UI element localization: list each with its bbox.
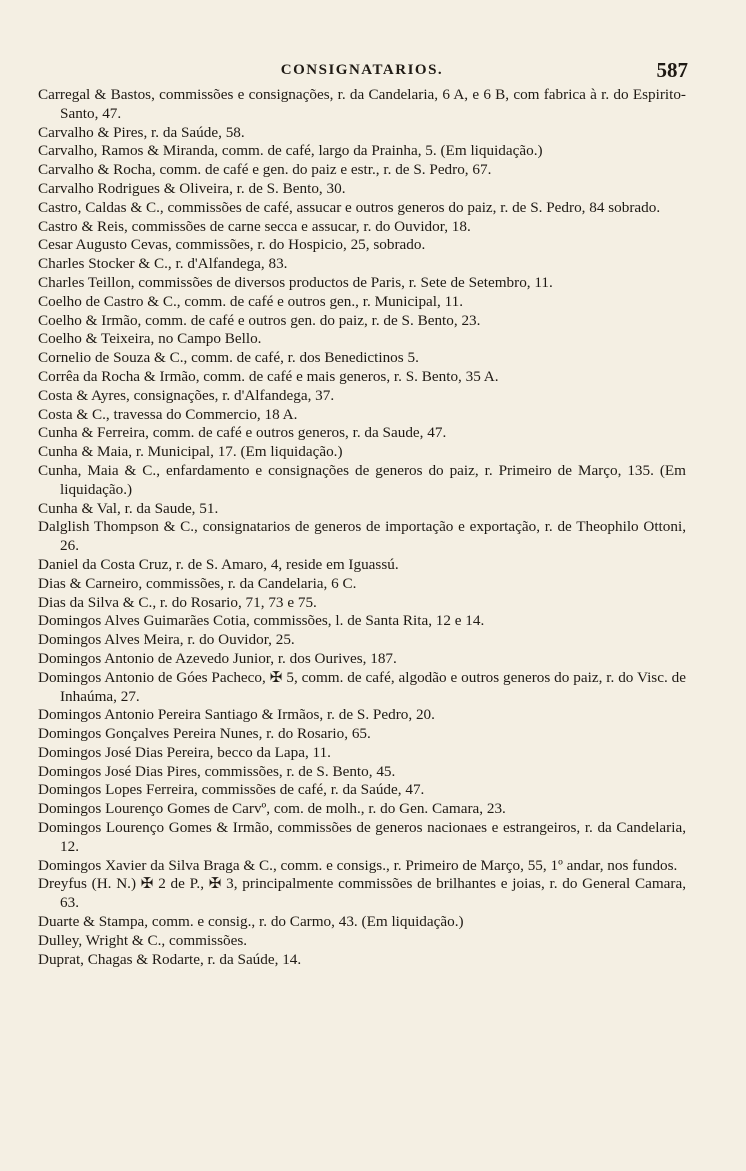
consignee-list: [38, 86, 686, 969]
page-header: [38, 50, 686, 86]
list-item: Domingos Lourenço Gomes & Irmão, commissões de generos nacionaes e estrangeiros, r. da Candelaria, 12.: [38, 819, 686, 855]
list-item: Cornelio de Souza & C., comm. de café, r. dos Benedictinos 5.: [38, 349, 419, 367]
running-title: CONSIGNATARIOS.: [280, 62, 444, 78]
list-item: Dias & Carneiro, commissões, r. da Candelaria, 6 C.: [38, 574, 357, 592]
list-item: Coelho & Irmão, comm. de café e outros gen. do paiz, r. de S. Bento, 23.: [38, 311, 481, 329]
list-item: Domingos Antonio de Góes Pacheco, ✠ 5, comm. de café, algodão e outros generos do paiz, r. do Visc. de Inhaúma, 27.: [38, 668, 686, 705]
list-item: Coelho de Castro & C., comm. de café e outros gen., r. Municipal, 11.: [38, 292, 464, 310]
list-item: Charles Stocker & C., r. d'Alfandega, 83.: [38, 255, 288, 273]
list-item: Dalglish Thompson & C., consignatarios de generos de importação e exportação, r. de Theophilo Ottoni, 26.: [38, 518, 686, 555]
list-item: Domingos Antonio Pereira Santiago & Irmãos, r. de S. Pedro, 20.: [38, 706, 435, 724]
list-item: Carvalho & Rocha, comm. de café e gen. do paiz e estr., r. de S. Pedro, 67.: [38, 161, 492, 179]
list-item: Domingos Xavier da Silva Braga & C., comm. e consigs., r. Primeiro de Março, 55, 1º andar, nos fundos.: [38, 856, 678, 874]
list-item: Domingos Alves Meira, r. do Ouvidor, 25.: [38, 631, 295, 649]
list-item: Cunha, Maia & C., enfardamento e consignações de generos do paiz, r. Primeiro de Março, 135. (Em liquidação.): [38, 461, 686, 498]
list-item: Carvalho & Pires, r. da Saúde, 58.: [38, 123, 245, 141]
list-item: Domingos José Dias Pires, commissões, r. de S. Bento, 45.: [38, 762, 396, 780]
list-item: Domingos Alves Guimarães Cotia, commissões, l. de Santa Rita, 12 e 14.: [38, 612, 485, 630]
list-item: Costa & Ayres, consignações, r. d'Alfandega, 37.: [38, 386, 335, 404]
list-item: Duarte & Stampa, comm. e consig., r. do Carmo, 43. (Em liquidação.): [38, 913, 464, 931]
page-number: 587: [656, 58, 688, 82]
list-item: Cunha & Val, r. da Saude, 51.: [38, 499, 219, 517]
list-item: Dreyfus (H. N.) ✠ 2 de P., ✠ 3, principalmente commissões de brilhantes e joias, r. do General Camara, 63.: [38, 875, 686, 912]
list-item: Castro & Reis, commissões de carne secca e assucar, r. do Ouvidor, 18.: [38, 217, 471, 235]
list-item: Cesar Augusto Cevas, commissões, r. do Hospicio, 25, sobrado.: [38, 236, 426, 254]
list-item: Domingos José Dias Pereira, becco da Lapa, 11.: [38, 743, 331, 761]
list-item: Dias da Silva & C., r. do Rosario, 71, 73 e 75.: [38, 593, 317, 611]
list-item: Cunha & Ferreira, comm. de café e outros generos, r. da Saude, 47.: [38, 424, 447, 442]
list-item: Dulley, Wright & C., commissões.: [38, 931, 248, 949]
list-item: Carvalho, Ramos & Miranda, comm. de café, largo da Prainha, 5. (Em liquidação.): [38, 142, 543, 160]
list-item: Daniel da Costa Cruz, r. de S. Amaro, 4, reside em Iguassú.: [38, 555, 399, 573]
list-item: Domingos Lourenço Gomes de Carvº, com. de molh., r. do Gen. Camara, 23.: [38, 800, 506, 818]
list-item: Domingos Lopes Ferreira, commissões de café, r. da Saúde, 47.: [38, 781, 425, 799]
list-item: Costa & C., travessa do Commercio, 18 A.: [38, 405, 298, 423]
list-item: Cunha & Maia, r. Municipal, 17. (Em liquidação.): [38, 443, 343, 461]
list-item: Duprat, Chagas & Rodarte, r. da Saúde, 14.: [38, 950, 302, 968]
list-item: Domingos Antonio de Azevedo Junior, r. dos Ourives, 187.: [38, 649, 397, 667]
list-item: Carvalho Rodrigues & Oliveira, r. de S. Bento, 30.: [38, 179, 346, 197]
list-item: Corrêa da Rocha & Irmão, comm. de café e mais generos, r. S. Bento, 35 A.: [38, 367, 499, 385]
list-item: Carregal & Bastos, commissões e consignações, r. da Candelaria, 6 A, e 6 B, com fabrica à r. do Espirito-Santo, 47.: [38, 86, 686, 122]
list-item: Castro, Caldas & C., commissões de café, assucar e outros generos do paiz, r. de S. Pedro, 84 sobrado.: [38, 198, 661, 216]
list-item: Charles Teillon, commissões de diversos productos de Paris, r. Sete de Setembro, 11.: [38, 273, 553, 291]
list-item: Domingos Gonçalves Pereira Nunes, r. do Rosario, 65.: [38, 725, 371, 743]
list-item: Coelho & Teixeira, no Campo Bello.: [38, 330, 262, 348]
